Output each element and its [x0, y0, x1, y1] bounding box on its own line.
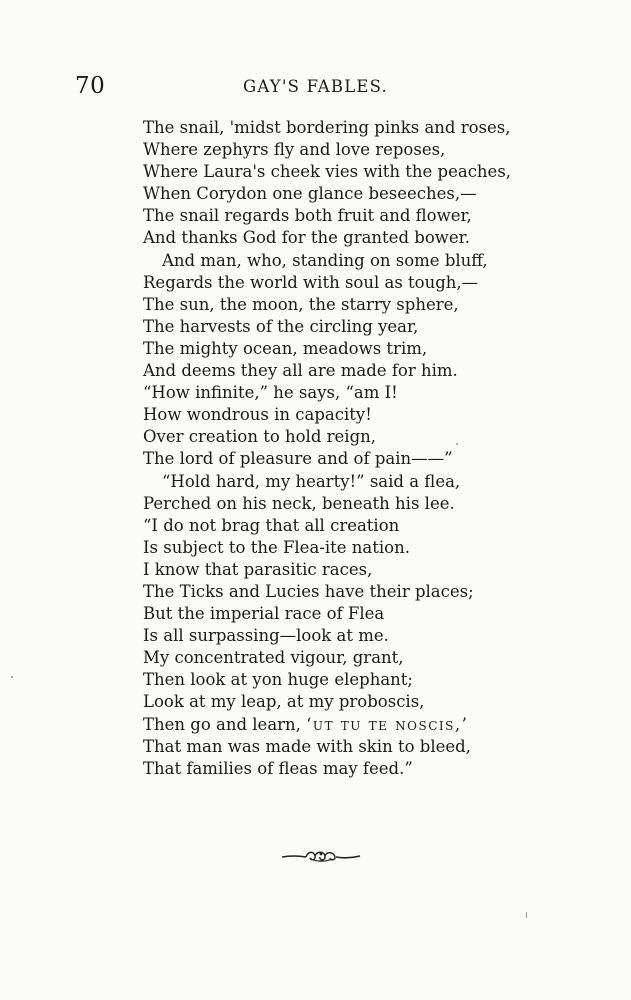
running-head: GAY'S FABLES. [242, 77, 389, 96]
poem-line: I know that parasitic races, [143, 559, 373, 579]
poem-line: That families of fleas may feed.” [143, 758, 413, 778]
page-number: 70 [75, 73, 106, 99]
poem-line: Regards the world with soul as tough,— [143, 272, 479, 292]
poem-line: “Hold hard, my hearty!” said a flea, [162, 471, 461, 491]
poem-line: Look at my leap, at my proboscis, [143, 692, 425, 712]
poem-line: But the imperial race of Flea [143, 604, 385, 624]
poem-line: The Ticks and Lucies have their places; [143, 581, 474, 601]
poem-line: “I do not brag that all creation [143, 515, 400, 535]
poem-line: And thanks God for the granted bower. [143, 228, 470, 248]
poem-line: That man was made with skin to bleed, [143, 736, 471, 756]
poem-line: The lord of pleasure and of pain——” [143, 449, 453, 469]
poem-line: And deems they all are made for him. [143, 361, 458, 381]
poem-line: The snail, 'midst bordering pinks and roses, [143, 118, 511, 137]
poem-line: Where Laura's cheek vies with the peaches, [143, 162, 512, 182]
poem-line [143, 714, 613, 736]
poem-line: When Corydon one glance beseeches,— [143, 184, 477, 204]
tailpiece-ornament-icon [280, 848, 362, 864]
paper-speck [456, 443, 458, 445]
poem-line: My concentrated vigour, grant, [143, 648, 404, 668]
poem [143, 117, 613, 780]
poem-line: Perched on his neck, beneath his lee. [143, 493, 455, 513]
poem-line: Where zephyrs fly and love reposes, [143, 140, 446, 160]
poem-line: The harvests of the circling year, [143, 316, 419, 336]
poem-line: Then look at yon huge elephant; [143, 670, 413, 690]
paper-speck [526, 912, 527, 918]
poem-line: The mighty ocean, meadows trim, [143, 338, 428, 358]
poem-line: “How infinite,” he says, “am I! [143, 383, 398, 403]
poem-line: The sun, the moon, the starry sphere, [143, 294, 459, 314]
latin-motto: ‘ut tu te noscis,’ [306, 714, 469, 734]
poem-line: Over creation to hold reign, [143, 427, 377, 447]
paper-speck [11, 676, 13, 678]
poem-line: Is all surpassing—look at me. [143, 626, 389, 646]
poem-line: And man, who, standing on some bluff, [162, 250, 488, 270]
poem-line: The snail regards both fruit and flower, [143, 206, 472, 226]
poem-line: Is subject to the Flea-ite nation. [143, 537, 410, 557]
poem-line-text: Then go and learn, [143, 714, 301, 734]
poem-line: How wondrous in capacity! [143, 405, 372, 425]
